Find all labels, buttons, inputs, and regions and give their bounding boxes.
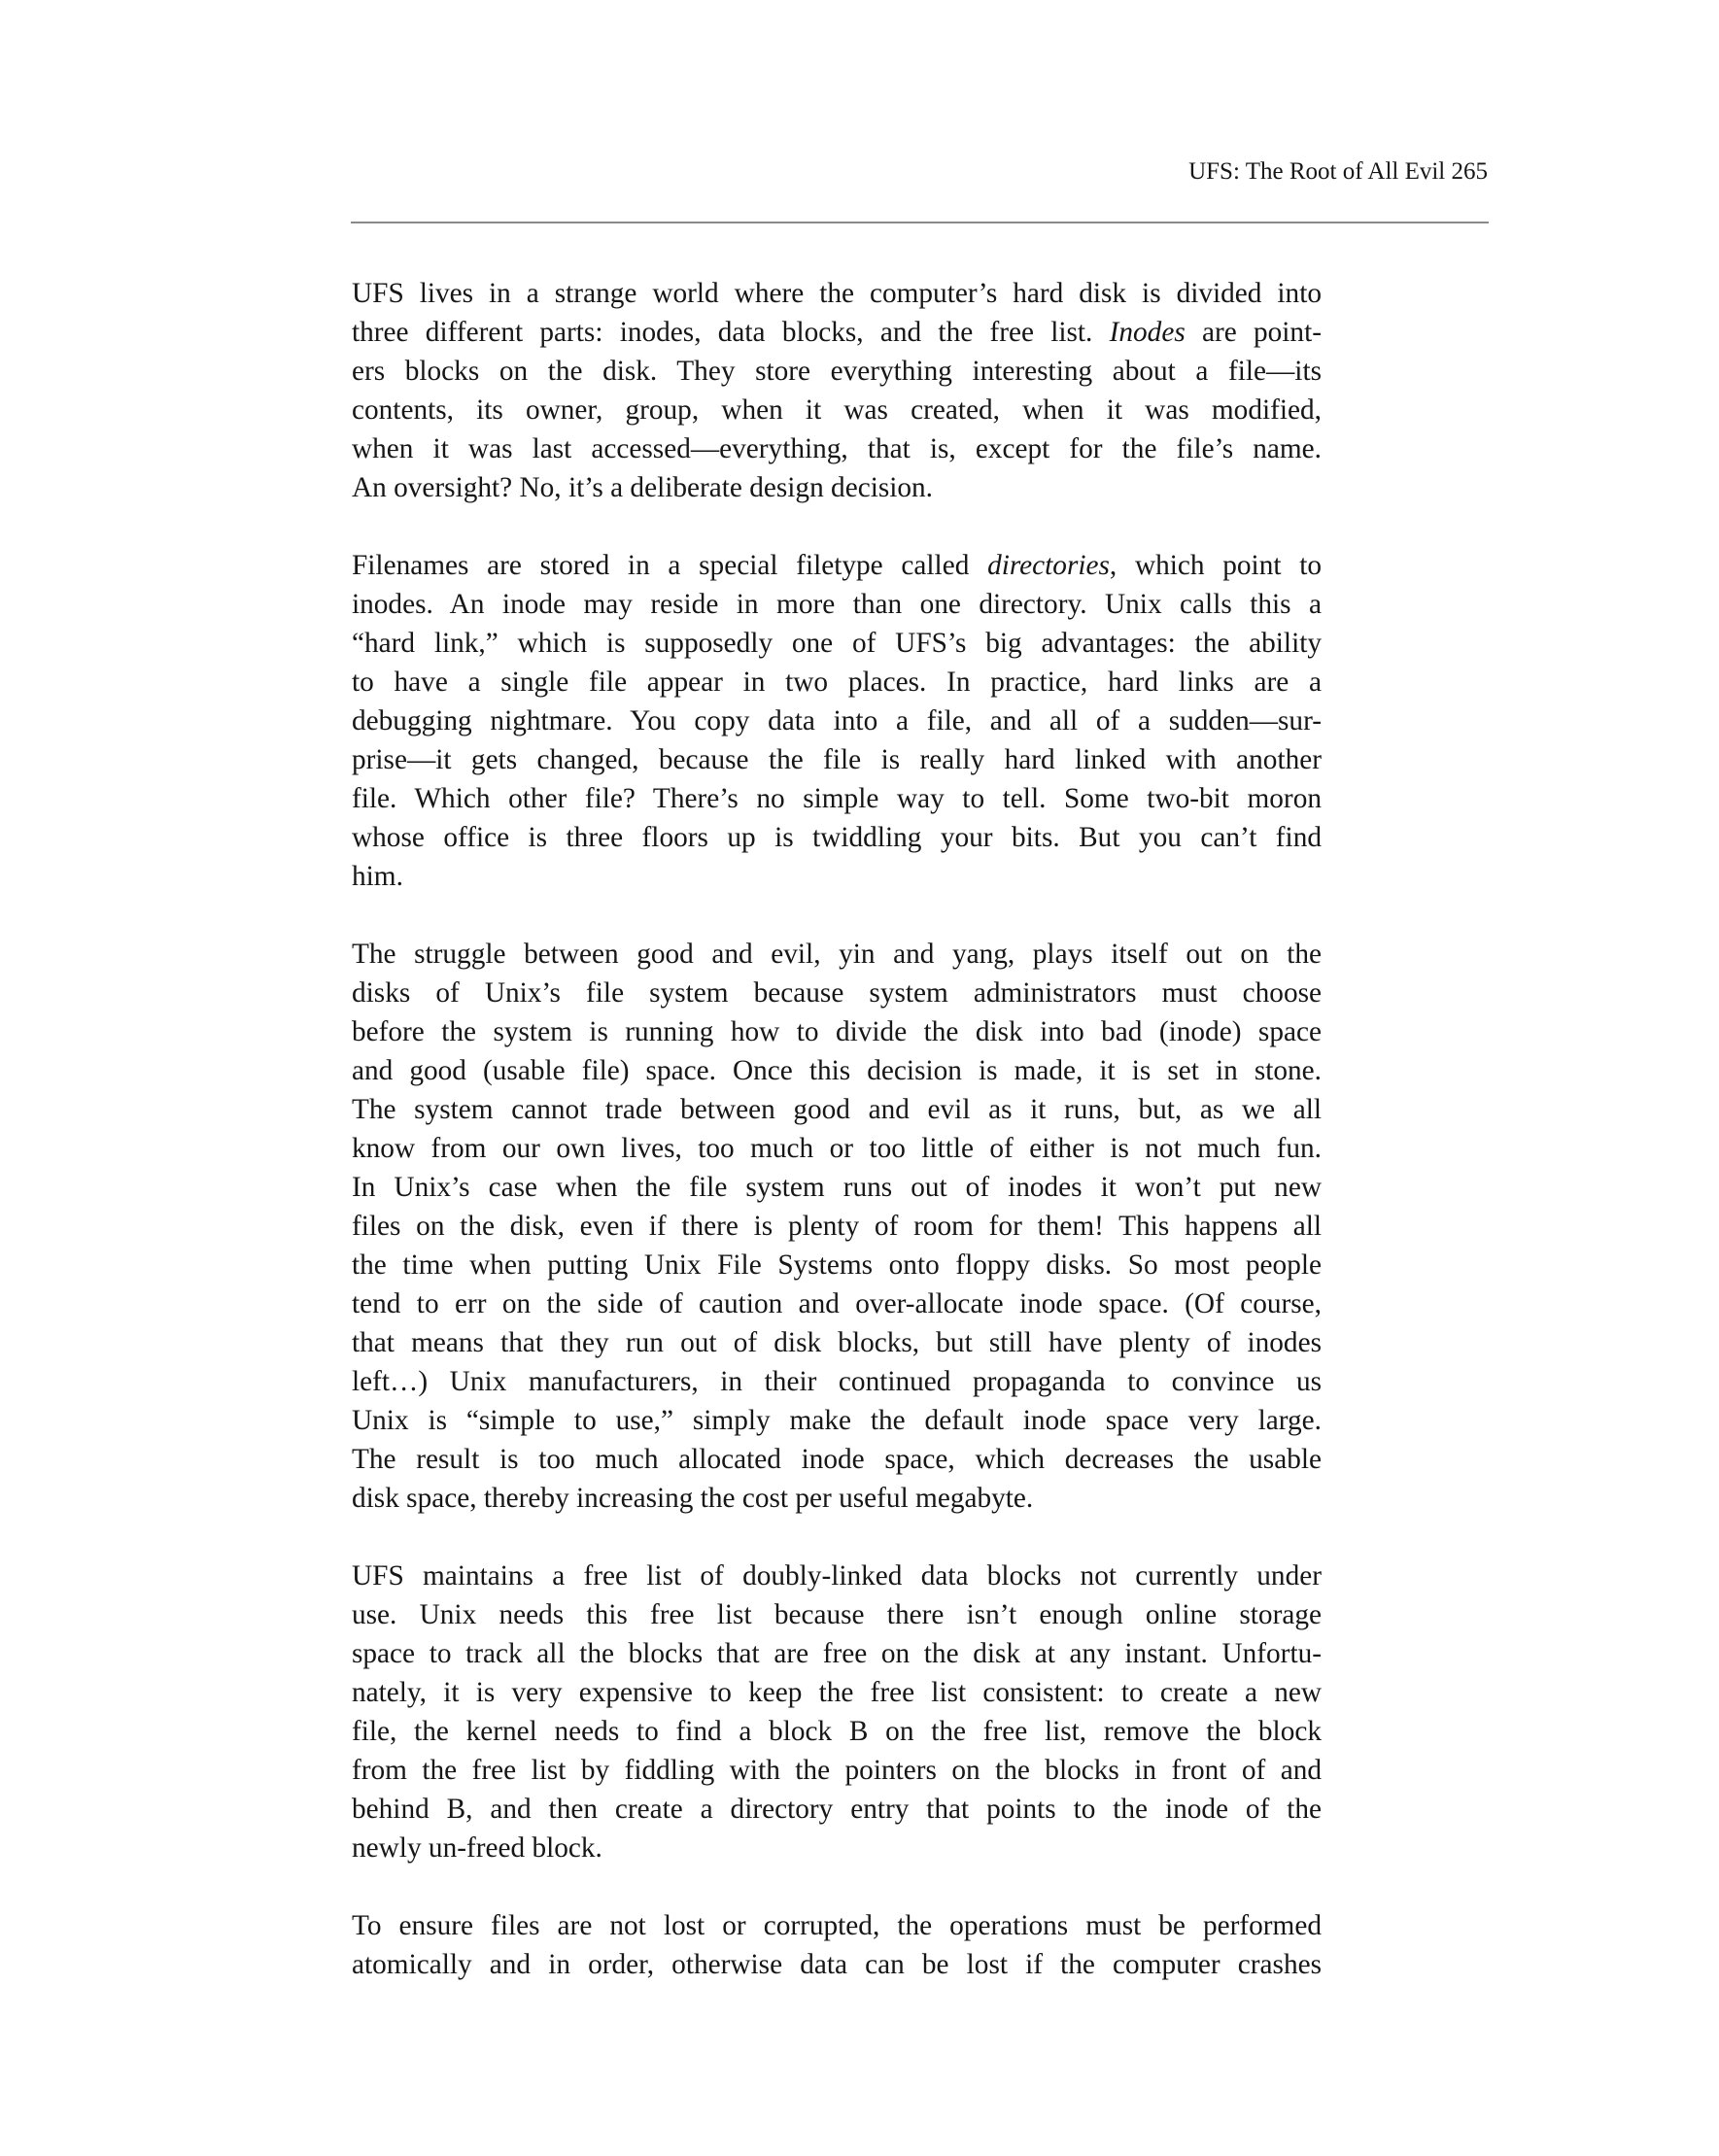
text-line [352, 1051, 1322, 1090]
text-line [352, 857, 1322, 896]
text-run: atomically and in order, otherwise data can be lost if the computer crashes [352, 1949, 1322, 1980]
text-line [352, 1634, 1322, 1673]
text-line [352, 624, 1322, 663]
text-run: disks of Unix’s file system because system administrators must choose [352, 977, 1322, 1009]
text-run: UFS maintains a free list of doubly-linked data blocks not currently under [352, 1560, 1322, 1591]
text-line [352, 1790, 1322, 1829]
text-run: Filenames are stored in a special filetype called [352, 550, 988, 581]
text-line [352, 935, 1322, 974]
text-line [352, 1090, 1322, 1129]
text-line [352, 546, 1322, 585]
text-run: space to track all the blocks that are free on the disk at any instant. Unfortu- [352, 1638, 1322, 1669]
text-line [352, 779, 1322, 818]
text-run: contents, its owner, group, when it was created, when it was modified, [352, 394, 1322, 426]
text-line [352, 1829, 1322, 1867]
text-line [352, 1906, 1322, 1945]
running-header: UFS: The Root of All Evil 265 [1188, 158, 1488, 185]
paragraph [352, 546, 1322, 896]
text-run: and good (usable file) space. Once this decision is made, it is set in stone. [352, 1055, 1322, 1086]
text-run: debugging nightmare. You copy data into a file, and all of a sudden—sur- [352, 705, 1322, 736]
paragraph [352, 274, 1322, 507]
paragraph [352, 935, 1322, 1518]
text-line [352, 1712, 1322, 1751]
text-run: tend to err on the side of caution and over-allocate inode space. (Of course, [352, 1288, 1322, 1319]
text-line [352, 1557, 1322, 1595]
text-line [352, 663, 1322, 702]
text-line [352, 1945, 1322, 1984]
italic-term: Inodes [1109, 317, 1186, 348]
text-line [352, 1323, 1322, 1362]
text-run: prise—it gets changed, because the file is really hard linked with another [352, 744, 1322, 775]
text-run: inodes. An inode may reside in more than one directory. Unix calls this a [352, 589, 1322, 620]
text-line [352, 1012, 1322, 1051]
text-line [352, 1129, 1322, 1168]
text-run: ers blocks on the disk. They store everything interesting about a file—its [352, 356, 1322, 387]
italic-term: directories [987, 550, 1110, 581]
text-line [352, 468, 1322, 507]
text-line [352, 274, 1322, 313]
text-line [352, 1440, 1322, 1479]
text-run: before the system is running how to divide the disk into bad (inode) space [352, 1016, 1322, 1047]
text-line [352, 974, 1322, 1012]
text-run: him. [352, 861, 403, 892]
text-line [352, 702, 1322, 740]
text-line [352, 1168, 1322, 1207]
text-line [352, 1246, 1322, 1284]
text-line [352, 1595, 1322, 1634]
text-run: newly un-freed block. [352, 1832, 602, 1864]
text-run: behind B, and then create a directory entry that points to the inode of the [352, 1794, 1322, 1825]
text-run: left…) Unix manufacturers, in their continued propaganda to convince us [352, 1366, 1322, 1397]
text-run: use. Unix needs this free list because there isn’t enough online storage [352, 1599, 1322, 1630]
text-run: whose office is three floors up is twiddling your bits. But you can’t find [352, 822, 1322, 853]
text-run: An oversight? No, it’s a deliberate design decision. [352, 472, 933, 503]
text-line [352, 585, 1322, 624]
text-line [352, 429, 1322, 468]
text-run: disk space, thereby increasing the cost per useful megabyte. [352, 1483, 1034, 1514]
text-run: In Unix’s case when the file system runs out of inodes it won’t put new [352, 1172, 1322, 1203]
text-line [352, 391, 1322, 429]
text-run: three different parts: inodes, data blocks, and the free list. [352, 317, 1110, 348]
text-run: are point- [1185, 317, 1322, 348]
text-run: files on the disk, even if there is plenty of room for them! This happens all [352, 1211, 1322, 1242]
text-run: Unix is “simple to use,” simply make the default inode space very large. [352, 1405, 1322, 1436]
text-line [352, 1751, 1322, 1790]
text-run: know from our own lives, too much or too little of either is not much fun. [352, 1133, 1322, 1164]
text-run: to have a single file appear in two places. In practice, hard links are a [352, 667, 1322, 698]
header-rule [351, 222, 1489, 223]
text-run: “hard link,” which is supposedly one of UFS’s big advantages: the ability [352, 628, 1322, 659]
paragraph [352, 1557, 1322, 1867]
text-run: , which point to [1109, 550, 1322, 581]
text-line [352, 313, 1322, 352]
text-line [352, 352, 1322, 391]
text-run: file, the kernel needs to find a block B on the free list, remove the block [352, 1716, 1322, 1747]
text-line [352, 818, 1322, 857]
text-run: from the free list by fiddling with the pointers on the blocks in front of and [352, 1755, 1322, 1786]
text-run: that means that they run out of disk blocks, but still have plenty of inodes [352, 1327, 1322, 1358]
text-line [352, 1284, 1322, 1323]
text-run: The struggle between good and evil, yin and yang, plays itself out on the [352, 939, 1322, 970]
text-run: nately, it is very expensive to keep the free list consistent: to create a new [352, 1677, 1322, 1708]
text-run: To ensure files are not lost or corrupted, the operations must be performed [352, 1910, 1322, 1941]
text-run: when it was last accessed—everything, that is, except for the file’s name. [352, 433, 1322, 464]
text-line [352, 1362, 1322, 1401]
text-run: file. Which other file? There’s no simple way to tell. Some two-bit moron [352, 783, 1322, 814]
paragraph [352, 1906, 1322, 1984]
text-run: the time when putting Unix File Systems onto floppy disks. So most people [352, 1249, 1322, 1281]
text-line [352, 1207, 1322, 1246]
body-text [352, 274, 1322, 2023]
text-run: The result is too much allocated inode space, which decreases the usable [352, 1444, 1322, 1475]
text-line [352, 740, 1322, 779]
text-line [352, 1479, 1322, 1518]
text-line [352, 1673, 1322, 1712]
text-run: The system cannot trade between good and evil as it runs, but, as we all [352, 1094, 1322, 1125]
text-line [352, 1401, 1322, 1440]
text-run: UFS lives in a strange world where the computer’s hard disk is divided into [352, 278, 1322, 309]
